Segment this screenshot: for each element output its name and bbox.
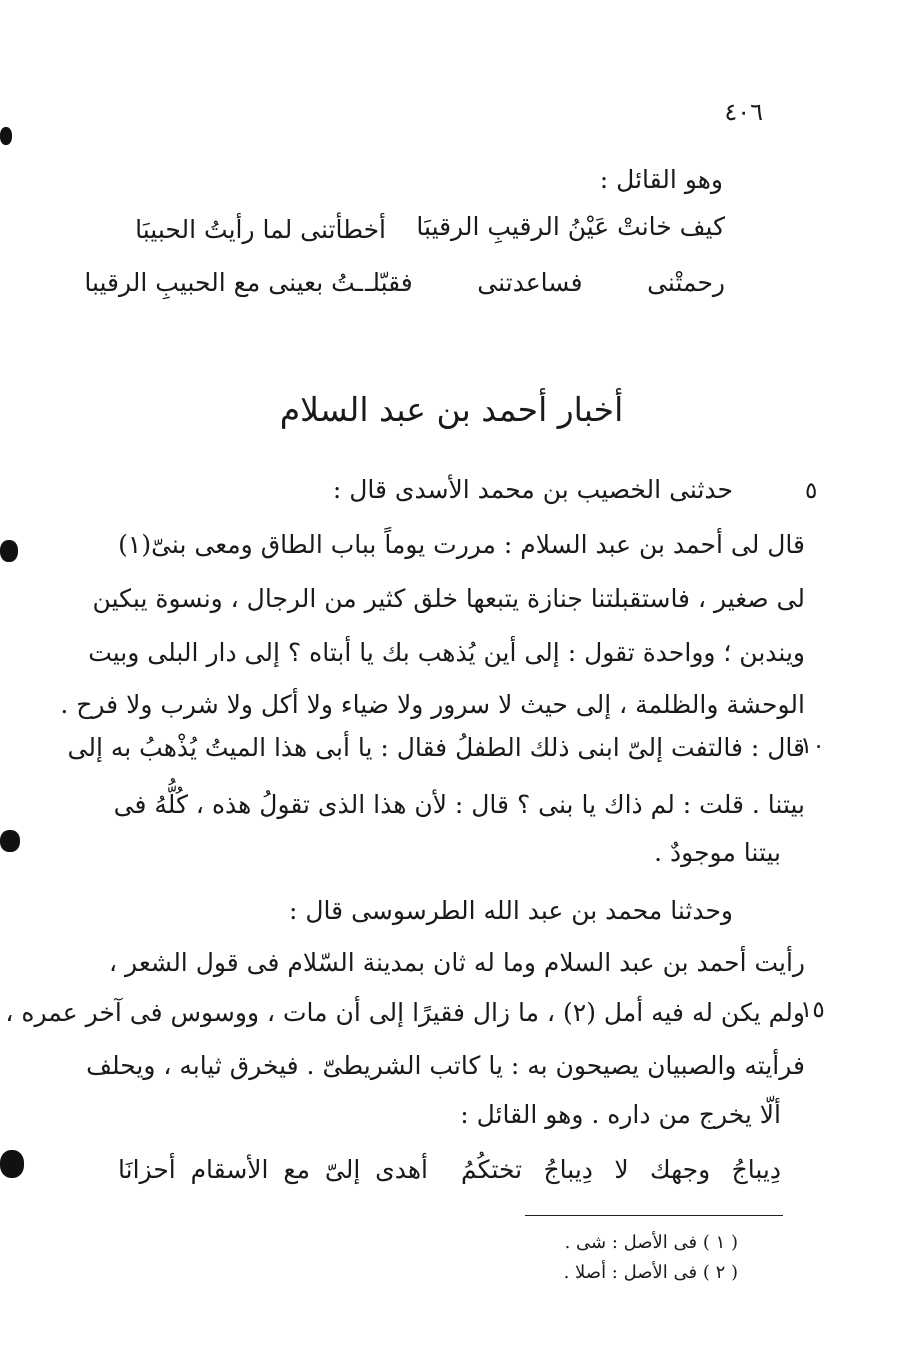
line-number-15: ١٥: [800, 997, 825, 1023]
footnote-1: ( ١ ) فى الأصل : شى .: [564, 1232, 738, 1253]
body-line-1: حدثنى الخصيب بن محمد الأسدى قال :: [332, 475, 733, 504]
body-line-10: رأيت أحمد بن عبد السلام وما له ثان بمدينة السّلام فى قول الشعر ،: [109, 948, 805, 977]
body-line-3: لى صغير ، فاستقبلتنا جنازة يتبعها خلق كثير من الرجال ، ونسوة يبكين: [92, 584, 805, 613]
verse-3-second-hemistich: أهدى إلىّ مع الأسقام أحزانَا: [118, 1155, 428, 1184]
body-line-2: قال لى أحمد بن عبد السلام : مررت يوماً بباب الطاق ومعى بنىّ(١): [118, 530, 805, 559]
line-number-5: ٥: [805, 478, 818, 504]
body-line-7: بيتنا . قلت : لم ذاك يا بنى ؟ قال : لأن هذا الذى تقولُ هذه ، كُلُّهُ فى: [113, 790, 805, 819]
verse-3-first-hemistich: دِيباجُ وجهك لا دِيباجُ تختكُمُ: [461, 1155, 781, 1184]
verse-1-second-hemistich: أخطأتنى لما رأيتُ الحبيبَا: [135, 215, 386, 244]
margin-ink-blot: [0, 127, 12, 145]
page-number: ٤٠٦: [724, 98, 763, 126]
verse-2-second-hemistich: ـتُ بعينى مع الحبيبِ الرقيبا: [84, 268, 363, 297]
verse-1-first-hemistich: كيف خانتْ عَيْنُ الرقيبِ الرقيبَا: [416, 212, 725, 241]
margin-ink-blot: [0, 540, 18, 562]
margin-ink-blot: [0, 1150, 24, 1178]
intro-line: وهو القائل :: [599, 165, 723, 194]
footnote-divider: [525, 1215, 783, 1216]
body-line-6: قال : فالتفت إلىّ ابنى ذلك الطفلُ فقال : يا أبى هذا الميتُ يُذْهبُ به إلى: [67, 733, 805, 762]
body-line-9: وحدثنا محمد بن عبد الله الطرسوسى قال :: [289, 896, 733, 925]
section-title: أخبار أحمد بن عبد السلام: [279, 390, 624, 429]
body-line-13: ألّا يخرج من داره . وهو القائل :: [460, 1100, 781, 1129]
body-line-8: بيتنا موجودٌ .: [654, 838, 781, 867]
body-line-5: الوحشة والظلمة ، إلى حيث لا سرور ولا ضياء ولا أكل ولا شرب ولا فرح .: [60, 690, 805, 719]
margin-ink-blot: [0, 830, 20, 852]
verse-2-first-hemistich: رحمتْنى فساعدتنى فقبّلـ: [365, 268, 725, 297]
body-line-12: فرأيته والصبيان يصيحون به : يا كاتب الشريطىّ . فيخرق ثيابه ، ويحلف: [86, 1051, 805, 1080]
footnote-2: ( ٢ ) فى الأصل : أصلا .: [563, 1262, 738, 1283]
body-line-11: ولم يكن له فيه أمل (٢) ، ما زال فقيرًا إلى أن مات ، ووسوس فى آخر عمره ،: [5, 998, 805, 1027]
line-number-10: ١٠: [800, 733, 825, 759]
body-line-4: ويندبن ؛ وواحدة تقول : إلى أين يُذهب بك يا أبتاه ؟ إلى دار البلى وبيت: [88, 638, 805, 667]
